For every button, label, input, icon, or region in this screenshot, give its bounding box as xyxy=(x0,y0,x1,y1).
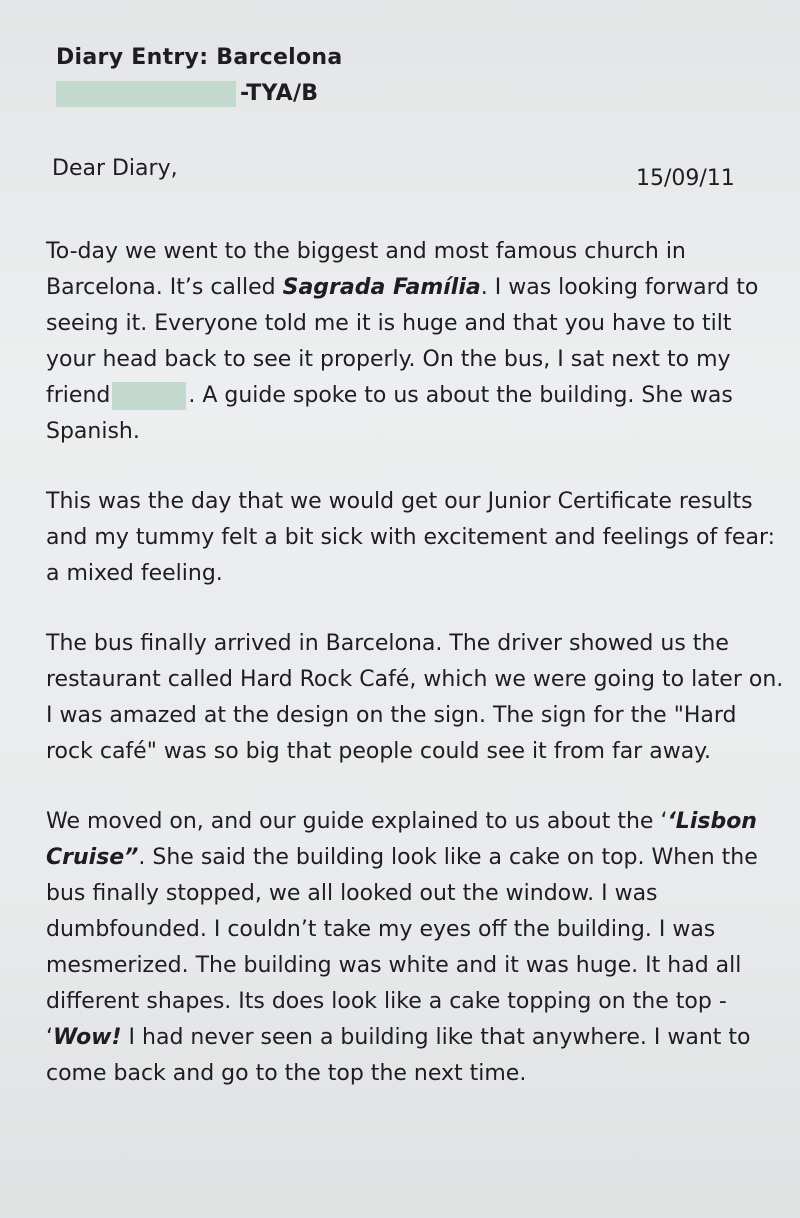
p4-text-b: . She said the building look like a cake on top. When the bus finally stopped, we all looked out the window. I was dumbfounded. I couldn’t take my eyes off the building. I was mesmerized. The building was white and it was huge. It had all different shapes. Its does look like a cake topping on the top - ‘ xyxy=(46,845,758,1050)
redacted-name xyxy=(56,81,236,107)
paragraph-2: This was the day that we would get our Junior Certificate results and my tummy felt a bit sick with excitement and feelings of fear: a mixed feeling. xyxy=(46,489,776,586)
church-name: Sagrada Família xyxy=(282,275,481,300)
entry-title: Diary Entry: Barcelona xyxy=(56,45,343,70)
p1-text-c: . A guide spoke to us about the building. She was Spanish. xyxy=(46,383,733,444)
redacted-friend-name xyxy=(112,382,186,410)
cruise-name: ‘Lisbon Cruise” xyxy=(46,809,757,870)
p1-text-b: . I was looking forward to seeing it. Everyone told me it is huge and that you have to tilt your head back to see it properly. On the bus, I sat next to my friend xyxy=(46,275,759,408)
header xyxy=(56,40,343,112)
p1-text-a: To-day we went to the biggest and most famous church in Barcelona. It’s called xyxy=(46,239,686,300)
diary-body xyxy=(46,234,786,1126)
class-code: -TYA/B xyxy=(240,81,319,106)
paragraph-3: The bus finally arrived in Barcelona. The driver showed us the restaurant called Hard Rock Café, which we were going to later on. I was amazed at the design on the sign. The sign for the "Hard rock café" was so big that people could see it from far away. xyxy=(46,631,784,764)
p4-text-c: I had never seen a building like that anywhere. I want to come back and go to the top the next time. xyxy=(46,1025,751,1086)
salutation: Dear Diary, xyxy=(52,156,178,181)
wow-exclamation: Wow! xyxy=(53,1025,122,1050)
p4-text-a: We moved on, and our guide explained to us about the ‘ xyxy=(46,809,668,834)
paragraph-4 xyxy=(46,804,786,1092)
author-line xyxy=(56,76,343,112)
entry-date: 15/09/11 xyxy=(636,166,735,191)
paragraph-1 xyxy=(46,234,786,450)
